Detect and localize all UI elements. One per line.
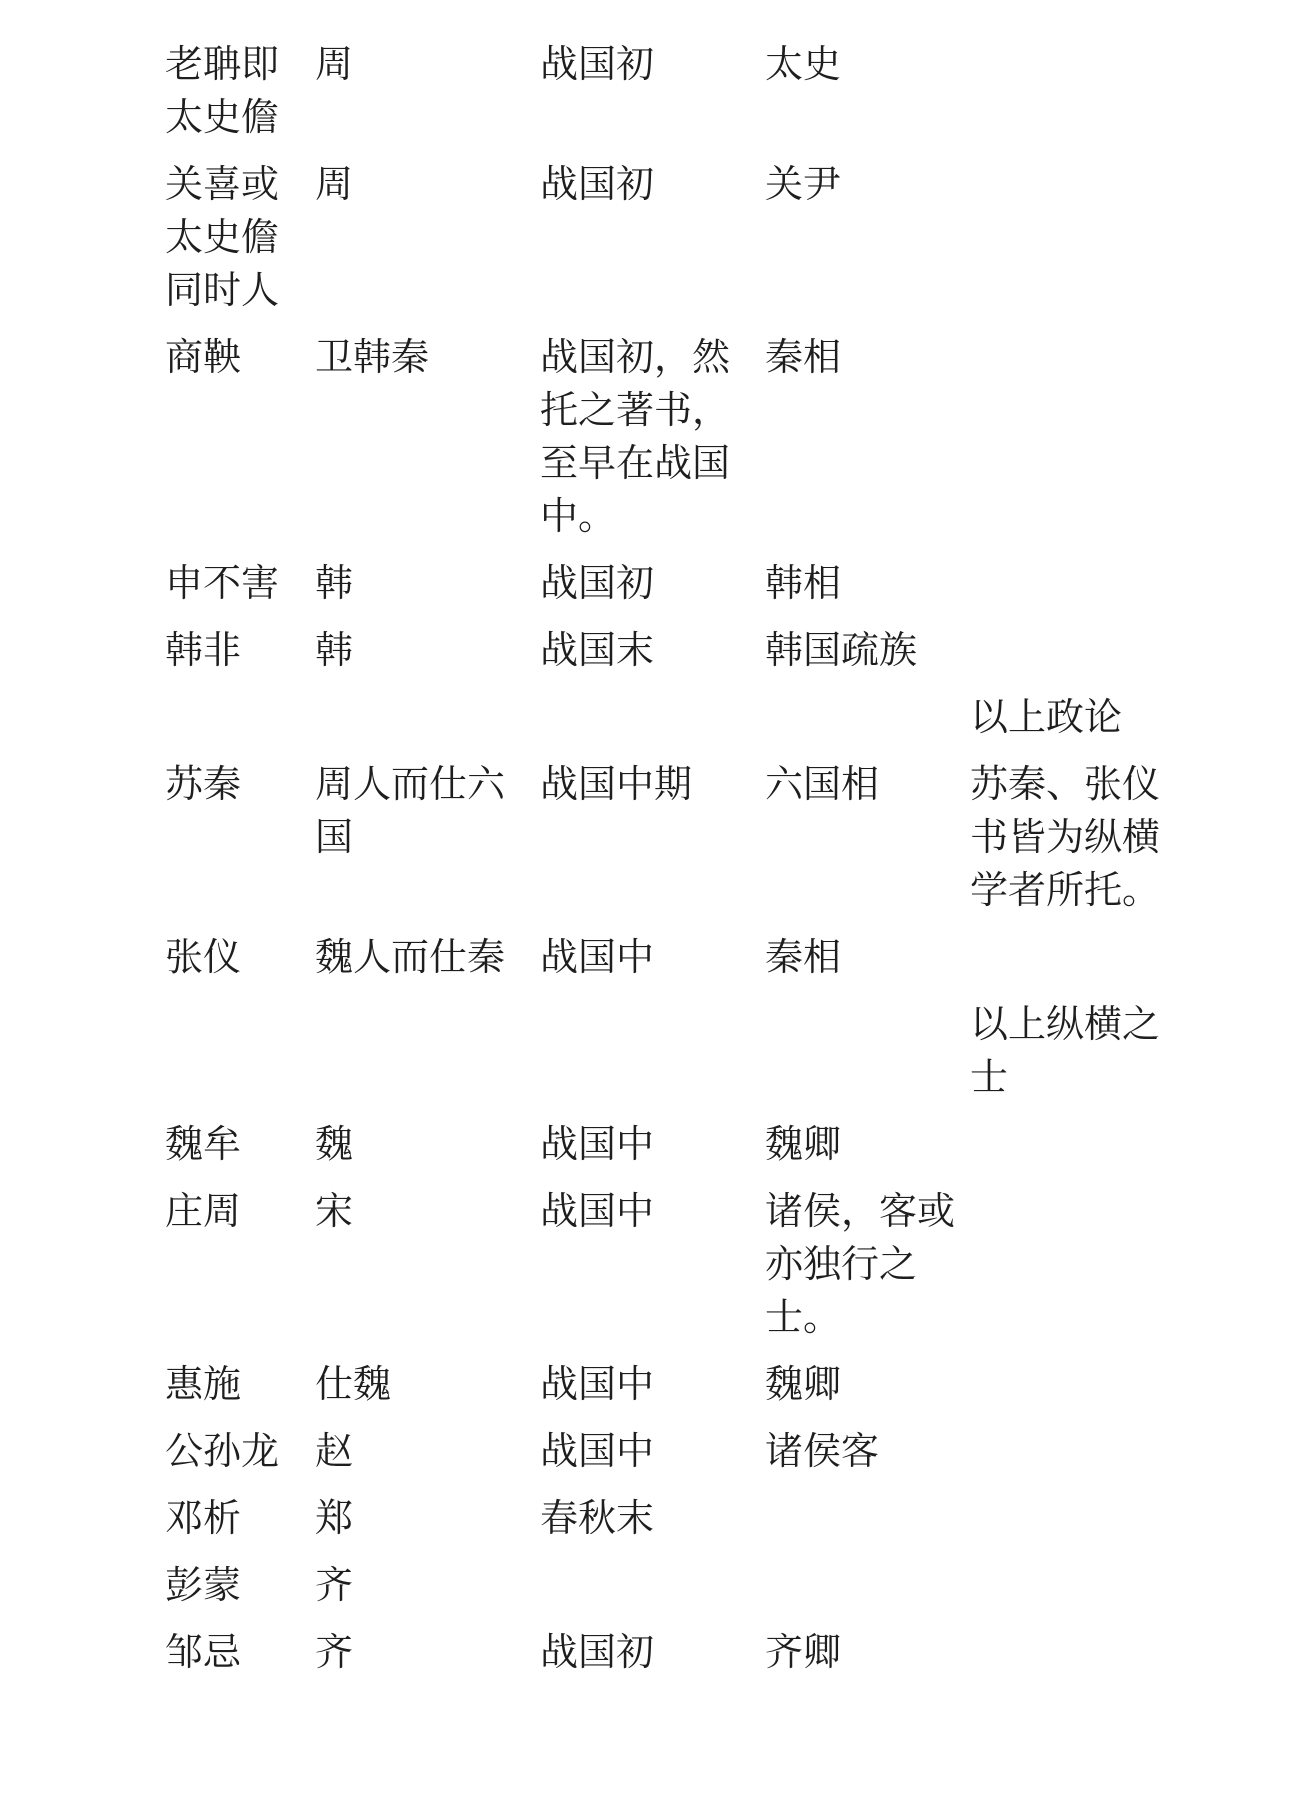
note-cell bbox=[970, 557, 1190, 624]
era-cell: 战国末 bbox=[540, 628, 655, 672]
state-cell: 卫韩秦 bbox=[315, 335, 430, 379]
note-cell bbox=[970, 1559, 1190, 1626]
name-cell bbox=[165, 691, 315, 758]
note-cell bbox=[970, 1492, 1190, 1559]
name-cell: 商鞅 bbox=[165, 335, 242, 379]
state-cell: 周人而仕六国 bbox=[315, 762, 506, 859]
office-cell bbox=[765, 691, 970, 758]
state-cell: 韩 bbox=[315, 561, 354, 605]
state-cell: 魏 bbox=[315, 1122, 354, 1166]
table-row bbox=[165, 1492, 1190, 1559]
era-cell: 战国初 bbox=[540, 162, 655, 206]
name-cell: 惠施 bbox=[165, 1362, 242, 1406]
name-cell: 庄周 bbox=[165, 1189, 242, 1233]
office-cell bbox=[765, 1492, 970, 1559]
era-cell: 战国中期 bbox=[540, 762, 693, 806]
table-row bbox=[165, 1626, 1190, 1679]
name-cell: 韩非 bbox=[165, 628, 242, 672]
state-cell: 郑 bbox=[315, 1496, 354, 1540]
era-cell: 战国初 bbox=[540, 42, 655, 86]
table-row bbox=[165, 557, 1190, 624]
figures-table bbox=[165, 38, 1190, 1679]
office-cell: 魏卿 bbox=[765, 1362, 842, 1406]
era-cell: 战国初 bbox=[540, 1630, 655, 1674]
state-cell: 齐 bbox=[315, 1563, 354, 1607]
office-cell bbox=[765, 1559, 970, 1626]
state-cell: 仕魏 bbox=[315, 1362, 392, 1406]
table-row bbox=[165, 1118, 1190, 1185]
era-cell: 战国中 bbox=[540, 1122, 655, 1166]
name-cell: 申不害 bbox=[165, 561, 280, 605]
state-cell: 魏人而仕秦 bbox=[315, 935, 506, 979]
era-cell: 战国初 bbox=[540, 561, 655, 605]
office-cell bbox=[765, 998, 970, 1118]
office-cell: 秦相 bbox=[765, 335, 842, 379]
note-cell bbox=[970, 331, 1190, 557]
table-row bbox=[165, 1425, 1190, 1492]
table-row bbox=[165, 624, 1190, 691]
note-cell bbox=[970, 931, 1190, 998]
name-cell: 邹忌 bbox=[165, 1630, 242, 1674]
office-cell: 魏卿 bbox=[765, 1122, 842, 1166]
table-row bbox=[165, 1559, 1190, 1626]
era-cell bbox=[540, 998, 765, 1118]
state-cell: 赵 bbox=[315, 1429, 354, 1473]
note-cell bbox=[970, 1626, 1190, 1679]
section-label: 以上政论 bbox=[970, 695, 1123, 739]
name-cell bbox=[165, 998, 315, 1118]
note-cell bbox=[970, 158, 1190, 331]
note-cell bbox=[970, 38, 1190, 158]
office-cell: 韩相 bbox=[765, 561, 842, 605]
era-cell: 战国初，然托之著书，至早在战国中。 bbox=[540, 335, 731, 538]
section-label-row bbox=[165, 691, 1190, 758]
note-cell bbox=[970, 1425, 1190, 1492]
table-row bbox=[165, 158, 1190, 331]
era-cell bbox=[540, 1559, 765, 1626]
era-cell: 战国中 bbox=[540, 1189, 655, 1233]
era-cell: 春秋末 bbox=[540, 1496, 655, 1540]
name-cell: 老聃即太史儋 bbox=[165, 42, 280, 139]
name-cell: 彭蒙 bbox=[165, 1563, 242, 1607]
table-row bbox=[165, 331, 1190, 557]
era-cell bbox=[540, 691, 765, 758]
state-cell: 宋 bbox=[315, 1189, 354, 1233]
note-cell: 苏秦、张仪书皆为纵横学者所托。 bbox=[970, 762, 1161, 912]
section-label-row bbox=[165, 998, 1190, 1118]
name-cell: 张仪 bbox=[165, 935, 242, 979]
era-cell: 战国中 bbox=[540, 1362, 655, 1406]
office-cell: 齐卿 bbox=[765, 1630, 842, 1674]
table-row bbox=[165, 38, 1190, 158]
note-cell bbox=[970, 1358, 1190, 1425]
table-row bbox=[165, 931, 1190, 998]
section-label: 以上纵横之士 bbox=[970, 1002, 1161, 1099]
note-cell bbox=[970, 624, 1190, 691]
state-cell bbox=[315, 998, 540, 1118]
table-row bbox=[165, 758, 1190, 931]
note-cell bbox=[970, 1118, 1190, 1185]
office-cell: 秦相 bbox=[765, 935, 842, 979]
table-row bbox=[165, 1358, 1190, 1425]
name-cell: 魏牟 bbox=[165, 1122, 242, 1166]
office-cell: 韩国疏族 bbox=[765, 628, 918, 672]
office-cell: 诸侯，客或亦独行之士。 bbox=[765, 1189, 956, 1339]
state-cell: 齐 bbox=[315, 1630, 354, 1674]
office-cell: 六国相 bbox=[765, 762, 880, 806]
name-cell: 邓析 bbox=[165, 1496, 242, 1540]
era-cell: 战国中 bbox=[540, 1429, 655, 1473]
office-cell: 诸侯客 bbox=[765, 1429, 880, 1473]
state-cell: 周 bbox=[315, 42, 354, 86]
name-cell: 公孙龙 bbox=[165, 1429, 280, 1473]
name-cell: 苏秦 bbox=[165, 762, 242, 806]
state-cell: 韩 bbox=[315, 628, 354, 672]
office-cell: 关尹 bbox=[765, 162, 842, 206]
table-row bbox=[165, 1185, 1190, 1358]
office-cell: 太史 bbox=[765, 42, 842, 86]
note-cell bbox=[970, 1185, 1190, 1358]
name-cell: 关喜或太史儋同时人 bbox=[165, 162, 280, 312]
state-cell bbox=[315, 691, 540, 758]
era-cell: 战国中 bbox=[540, 935, 655, 979]
state-cell: 周 bbox=[315, 162, 354, 206]
